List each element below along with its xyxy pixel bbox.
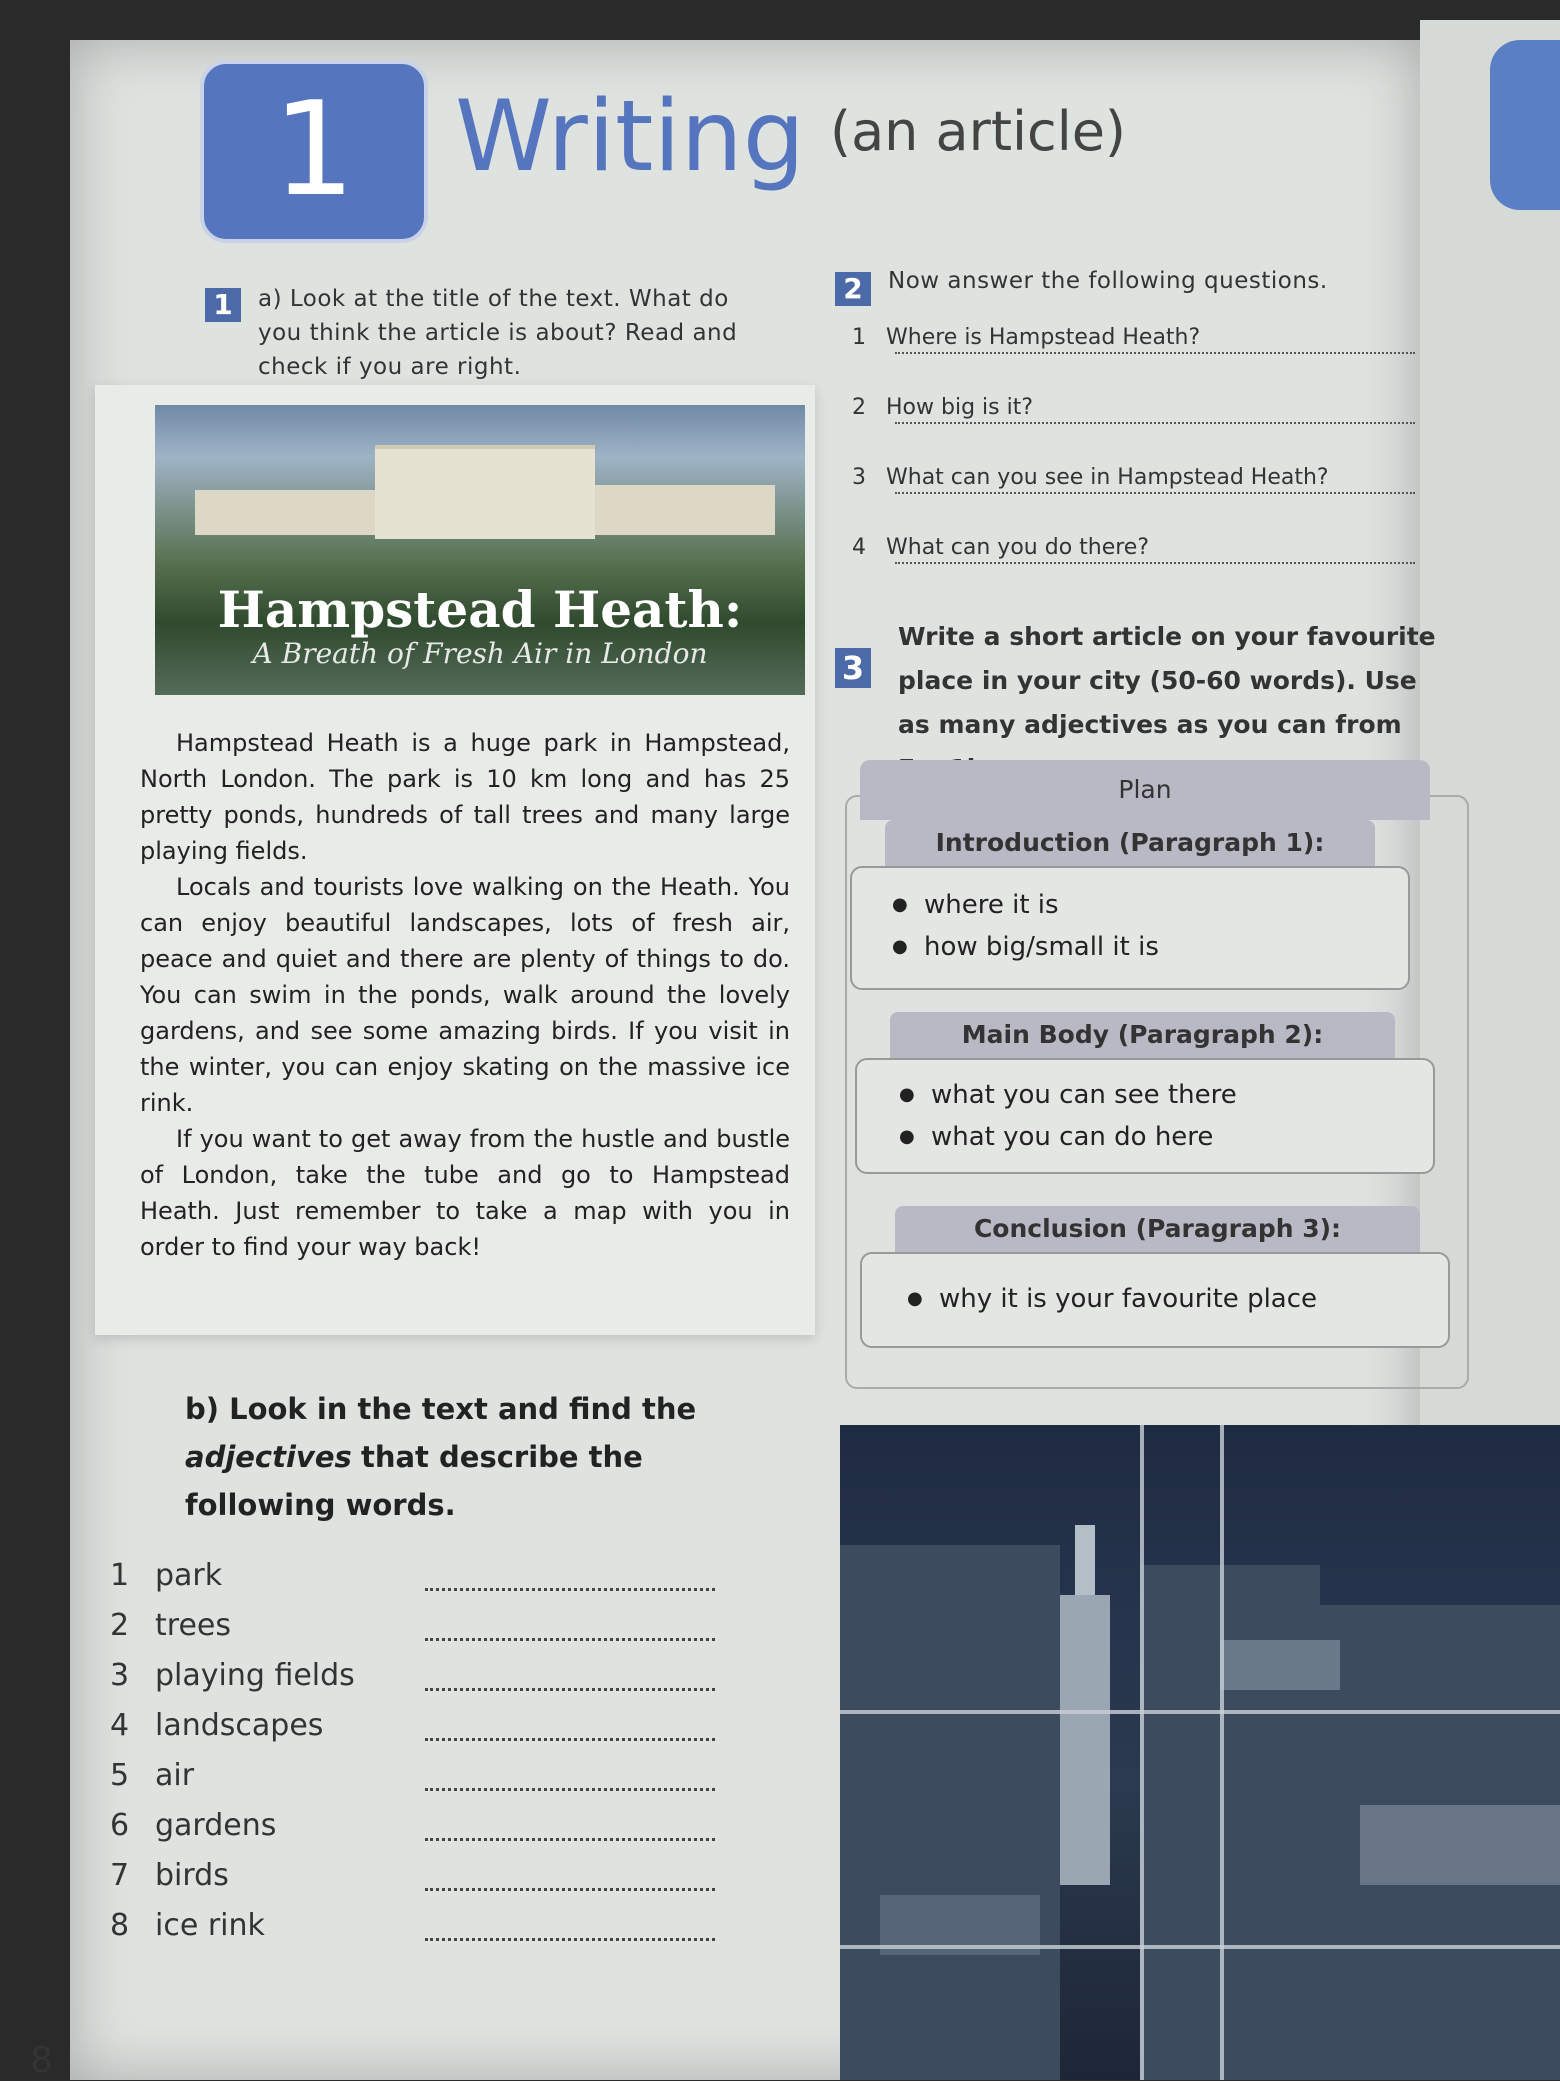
- plan-bullet: ● where it is: [892, 884, 1408, 926]
- plan-bullet: ● how big/small it is: [892, 926, 1408, 968]
- answer-line[interactable]: [425, 1838, 715, 1841]
- question-row: [852, 535, 1149, 560]
- word-label: ice rink: [155, 1908, 265, 1943]
- article-paragraph: If you want to get away from the hustle and bustle of London, take the tube and go to Hampstead Heath. Just remember to take a map with you in order to find your way back!: [140, 1125, 790, 1261]
- photo-divider: [840, 1710, 1560, 1714]
- word-row: [110, 1558, 730, 1593]
- exercise-3-number: 3: [835, 648, 871, 688]
- unit-number-badge: 1: [200, 60, 428, 243]
- word-row: [110, 1858, 730, 1893]
- question-text: Where is Hampstead Heath?: [886, 325, 1201, 350]
- plan-section-box: [855, 1058, 1435, 1174]
- building-lights: [1360, 1805, 1560, 1885]
- exercise-1b-emphasis: adjectives: [185, 1440, 352, 1474]
- word-row: [110, 1908, 730, 1943]
- house-left-wing: [195, 490, 375, 535]
- question-row: [852, 465, 1329, 490]
- article-body: [140, 725, 790, 1265]
- building: [840, 1545, 1060, 2080]
- word-row: [110, 1658, 730, 1693]
- word-number: 1: [110, 1558, 130, 1593]
- exercise-1b-instruction: [185, 1385, 745, 1529]
- london-city-photo: [840, 1425, 1560, 2080]
- word-number: 6: [110, 1808, 130, 1843]
- article-paragraph: Hampstead Heath is a huge park in Hampstead, North London. The park is 10 km long and has 25 pretty ponds, hundreds of tall trees and many large playing fields.: [140, 729, 790, 865]
- photo-divider: [840, 1945, 1560, 1949]
- page-number: 8: [30, 2040, 53, 2081]
- exercise-2-heading: Now answer the following questions.: [888, 268, 1328, 294]
- word-label: landscapes: [155, 1708, 324, 1743]
- article-paragraph: Locals and tourists love walking on the Heath. You can enjoy beautiful landscapes, lots of fresh air, peace and quiet and there are plenty of things to do. You can swim in the ponds, walk around the lovely gardens, and see some amazing birds. If you visit in the winter, you can enjoy skating on the massive ice rink.: [140, 873, 790, 1117]
- word-label: trees: [155, 1608, 231, 1643]
- word-label: air: [155, 1758, 195, 1793]
- answer-line[interactable]: [895, 492, 1415, 494]
- word-row: [110, 1708, 730, 1743]
- question-text: How big is it?: [886, 395, 1034, 420]
- answer-line[interactable]: [425, 1638, 715, 1641]
- answer-line[interactable]: [425, 1888, 715, 1891]
- house-center: [375, 445, 595, 539]
- plan-label: Plan: [860, 760, 1430, 820]
- plan-section-heading: Introduction (Paragraph 1):: [885, 820, 1375, 866]
- page-subtitle: (an article): [830, 100, 1126, 163]
- church-spire-top: [1075, 1525, 1095, 1605]
- question-text: What can you see in Hampstead Heath?: [886, 465, 1329, 490]
- answer-line[interactable]: [425, 1938, 715, 1941]
- word-number: 3: [110, 1658, 130, 1693]
- word-number: 2: [110, 1608, 130, 1643]
- question-text: What can you do there?: [886, 535, 1150, 560]
- exercise-1-instruction: a) Look at the title of the text. What do you think the article is about? Read and check if you are right.: [258, 286, 738, 380]
- question-number: 4: [852, 535, 866, 560]
- question-row: [852, 395, 1033, 420]
- exercise-2-number: 2: [835, 272, 871, 306]
- answer-line[interactable]: [895, 352, 1415, 354]
- photo-divider: [1140, 1425, 1144, 2080]
- church-spire: [1060, 1595, 1110, 1885]
- plan-section-heading: Main Body (Paragraph 2):: [890, 1012, 1395, 1058]
- word-row: [110, 1758, 730, 1793]
- house-right-wing: [595, 485, 775, 535]
- word-label: birds: [155, 1858, 229, 1893]
- question-number: 2: [852, 395, 866, 420]
- building-lights: [1220, 1640, 1340, 1690]
- word-label: playing fields: [155, 1658, 355, 1693]
- facing-page-unit-tab: [1490, 40, 1560, 210]
- question-row: [852, 325, 1200, 350]
- question-number: 1: [852, 325, 866, 350]
- word-number: 8: [110, 1908, 130, 1943]
- page-title: Writing: [455, 80, 805, 194]
- article-card: [95, 385, 815, 1335]
- exercise-3-instruction: Write a short article on your favourite place in your city (50-60 words). Use as many adjectives as you can from: [898, 622, 1436, 739]
- answer-line[interactable]: [895, 562, 1415, 564]
- answer-line[interactable]: [425, 1588, 715, 1591]
- plan-bullet: ● why it is your favourite place: [907, 1278, 1448, 1320]
- word-number: 5: [110, 1758, 130, 1793]
- word-row: [110, 1808, 730, 1843]
- word-number: 4: [110, 1708, 130, 1743]
- answer-line[interactable]: [425, 1688, 715, 1691]
- plan-section-heading: Conclusion (Paragraph 3):: [895, 1206, 1420, 1252]
- word-label: gardens: [155, 1808, 277, 1843]
- plan-bullet: ● what you can do here: [899, 1116, 1433, 1158]
- plan-section-box: [860, 1252, 1450, 1348]
- photo-divider: [1220, 1425, 1224, 2080]
- word-number: 7: [110, 1858, 130, 1893]
- answer-line[interactable]: [895, 422, 1415, 424]
- exercise-1-number: 1: [205, 288, 241, 322]
- exercise-1b-suffix: that describe the following words.: [185, 1440, 643, 1522]
- article-subtitle: A Breath of Fresh Air in London: [252, 637, 708, 670]
- plan-bullet: ● what you can see there: [899, 1074, 1433, 1116]
- answer-line[interactable]: [425, 1788, 715, 1791]
- exercise-1b-prefix: b) Look in the text and find the: [185, 1392, 697, 1426]
- plan-section-box: [850, 866, 1410, 990]
- question-number: 3: [852, 465, 866, 490]
- word-label: park: [155, 1558, 223, 1593]
- word-row: [110, 1608, 730, 1643]
- answer-line[interactable]: [425, 1738, 715, 1741]
- article-title: Hampstead Heath:: [217, 580, 743, 639]
